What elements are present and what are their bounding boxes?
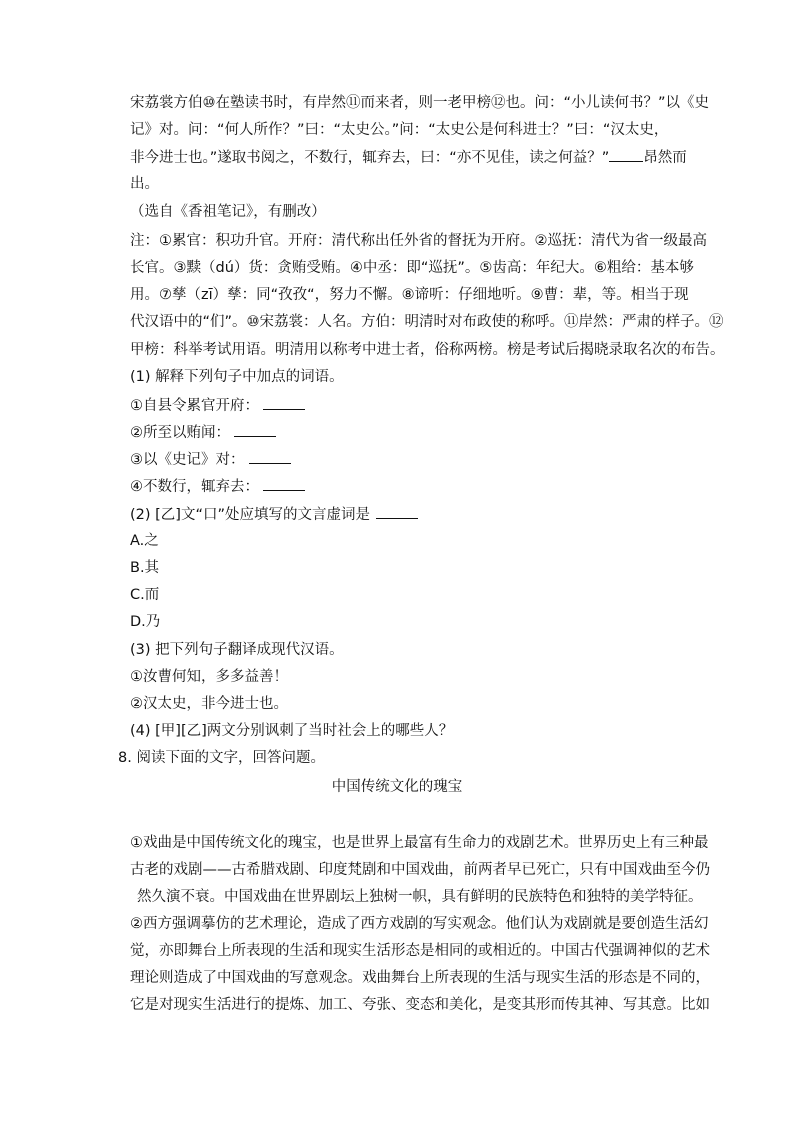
option-a[interactable]: A.之 (130, 533, 159, 549)
passage-text: 非今进士也。”遂取书阅之，不数行，辄弃去，曰：“亦不见佳，读之何益？” (130, 150, 610, 166)
passage-line: 记》对。问：“何人所作？”曰：“太史公。”问：“太史公是何科进士？”曰：“汉太史， (130, 122, 669, 138)
passage-line: 宋荔裳方伯⑩在塾读书时，有岸然⑪而来者，则一老甲榜⑫也。问：“小儿读何书？”以《史 (130, 95, 710, 111)
blank-tail-text: 昂然而 (643, 150, 687, 166)
answer-blank[interactable] (263, 396, 305, 410)
option-d[interactable]: D.乃 (130, 614, 161, 630)
article-line: 觉，亦即舞台上所表现的生活和现实生活形态是相同的或相近的。中国古代强调神似的艺术 (130, 943, 710, 959)
article-line: ②西方强调摹仿的艺术理论，造成了西方戏剧的写实观念。他们认为戏剧就是要创造生活幻 (130, 916, 709, 932)
question-1-item-text: ①自县令累官开府： (130, 398, 259, 414)
article-line: ①戏曲是中国传统文化的瑰宝，也是世界上最富有生命力的戏剧艺术。世界历史上有三种最 (130, 835, 709, 851)
question-3-stem: (3) 把下列句子翻译成现代汉语。 (130, 642, 344, 658)
article-title: 中国传统文化的瑰宝 (331, 779, 463, 795)
question-1-item (130, 450, 291, 469)
answer-blank[interactable] (609, 148, 643, 162)
question-1-item-text: ④不数行，辄弃去： (130, 479, 259, 495)
question-8-stem: 8. 阅读下面的文字，回答问题。 (118, 750, 325, 766)
passage-line (130, 148, 687, 167)
article-line: 古老的戏剧——古希腊戏剧、印度梵剧和中国戏曲，前两者早已死亡，只有中国戏曲至今仍 (130, 862, 710, 878)
note-line: 代汉语中的“们”。⑩宋荔裳：人名。方伯：明清时对布政使的称呼。⑪岸然：严肃的样子。⑫ (130, 314, 724, 330)
article-line: 理论则造成了中国戏曲的写意观念。戏曲舞台上所表现的生活与现实生活的形态是不同的， (130, 970, 710, 986)
question-1-stem: (1) 解释下列句子中加点的词语。 (130, 369, 344, 385)
question-3-item: ②汉太史，非今进士也。 (130, 696, 288, 712)
question-2-stem (130, 505, 418, 524)
question-1-item-text: ③以《史记》对： (130, 452, 245, 468)
option-c[interactable]: C.而 (130, 587, 160, 603)
source-citation: （选自《香祖笔记》，有删改） (130, 204, 326, 220)
question-3-item: ①汝曹何知，多多益善！ (130, 669, 288, 685)
answer-blank[interactable] (249, 450, 291, 464)
note-line: 用。⑦孳（zī）孳：同“孜孜“，努力不懈。⑧谛听：仔细地听。⑨曹：辈，等。相当于现 (130, 287, 689, 303)
note-line: 注：①累官：积功升官。开府：清代称出任外省的督抚为开府。②巡抚：清代为省一级最高 (130, 233, 707, 249)
article-line: 它是对现实生活进行的提炼、加工、夸张、变态和美化，是变其形而传其神、写其意。比如 (130, 997, 710, 1013)
question-4-stem: (4) [甲][乙]两文分别讽刺了当时社会上的哪些人？ (130, 723, 454, 739)
question-1-item (130, 423, 276, 442)
answer-blank[interactable] (376, 505, 418, 519)
answer-blank[interactable] (263, 477, 305, 491)
note-line: 长官。③黩（dú）货：贪贿受贿。④中丞：即“巡抚”。⑤齿高：年纪大。⑥粗给：基本够 (130, 260, 694, 276)
note-line: 甲榜：科举考试用语。明清用以称考中进士者，俗称两榜。榜是考试后揭晓录取名次的布告。 (130, 342, 725, 358)
option-b[interactable]: B.其 (130, 560, 160, 576)
question-2-stem-text: (2) [乙]文“口”处应填写的文言虚词是 (130, 507, 370, 523)
question-1-item (130, 477, 305, 496)
question-1-item (130, 396, 305, 415)
answer-blank[interactable] (234, 423, 276, 437)
article-line: 然久演不衰。中国戏曲在世界剧坛上独树一帜，具有鲜明的民族特色和独特的美学特征。 (137, 889, 703, 905)
passage-line: 出。 (130, 176, 159, 192)
question-1-item-text: ②所至以贿闻： (130, 425, 230, 441)
